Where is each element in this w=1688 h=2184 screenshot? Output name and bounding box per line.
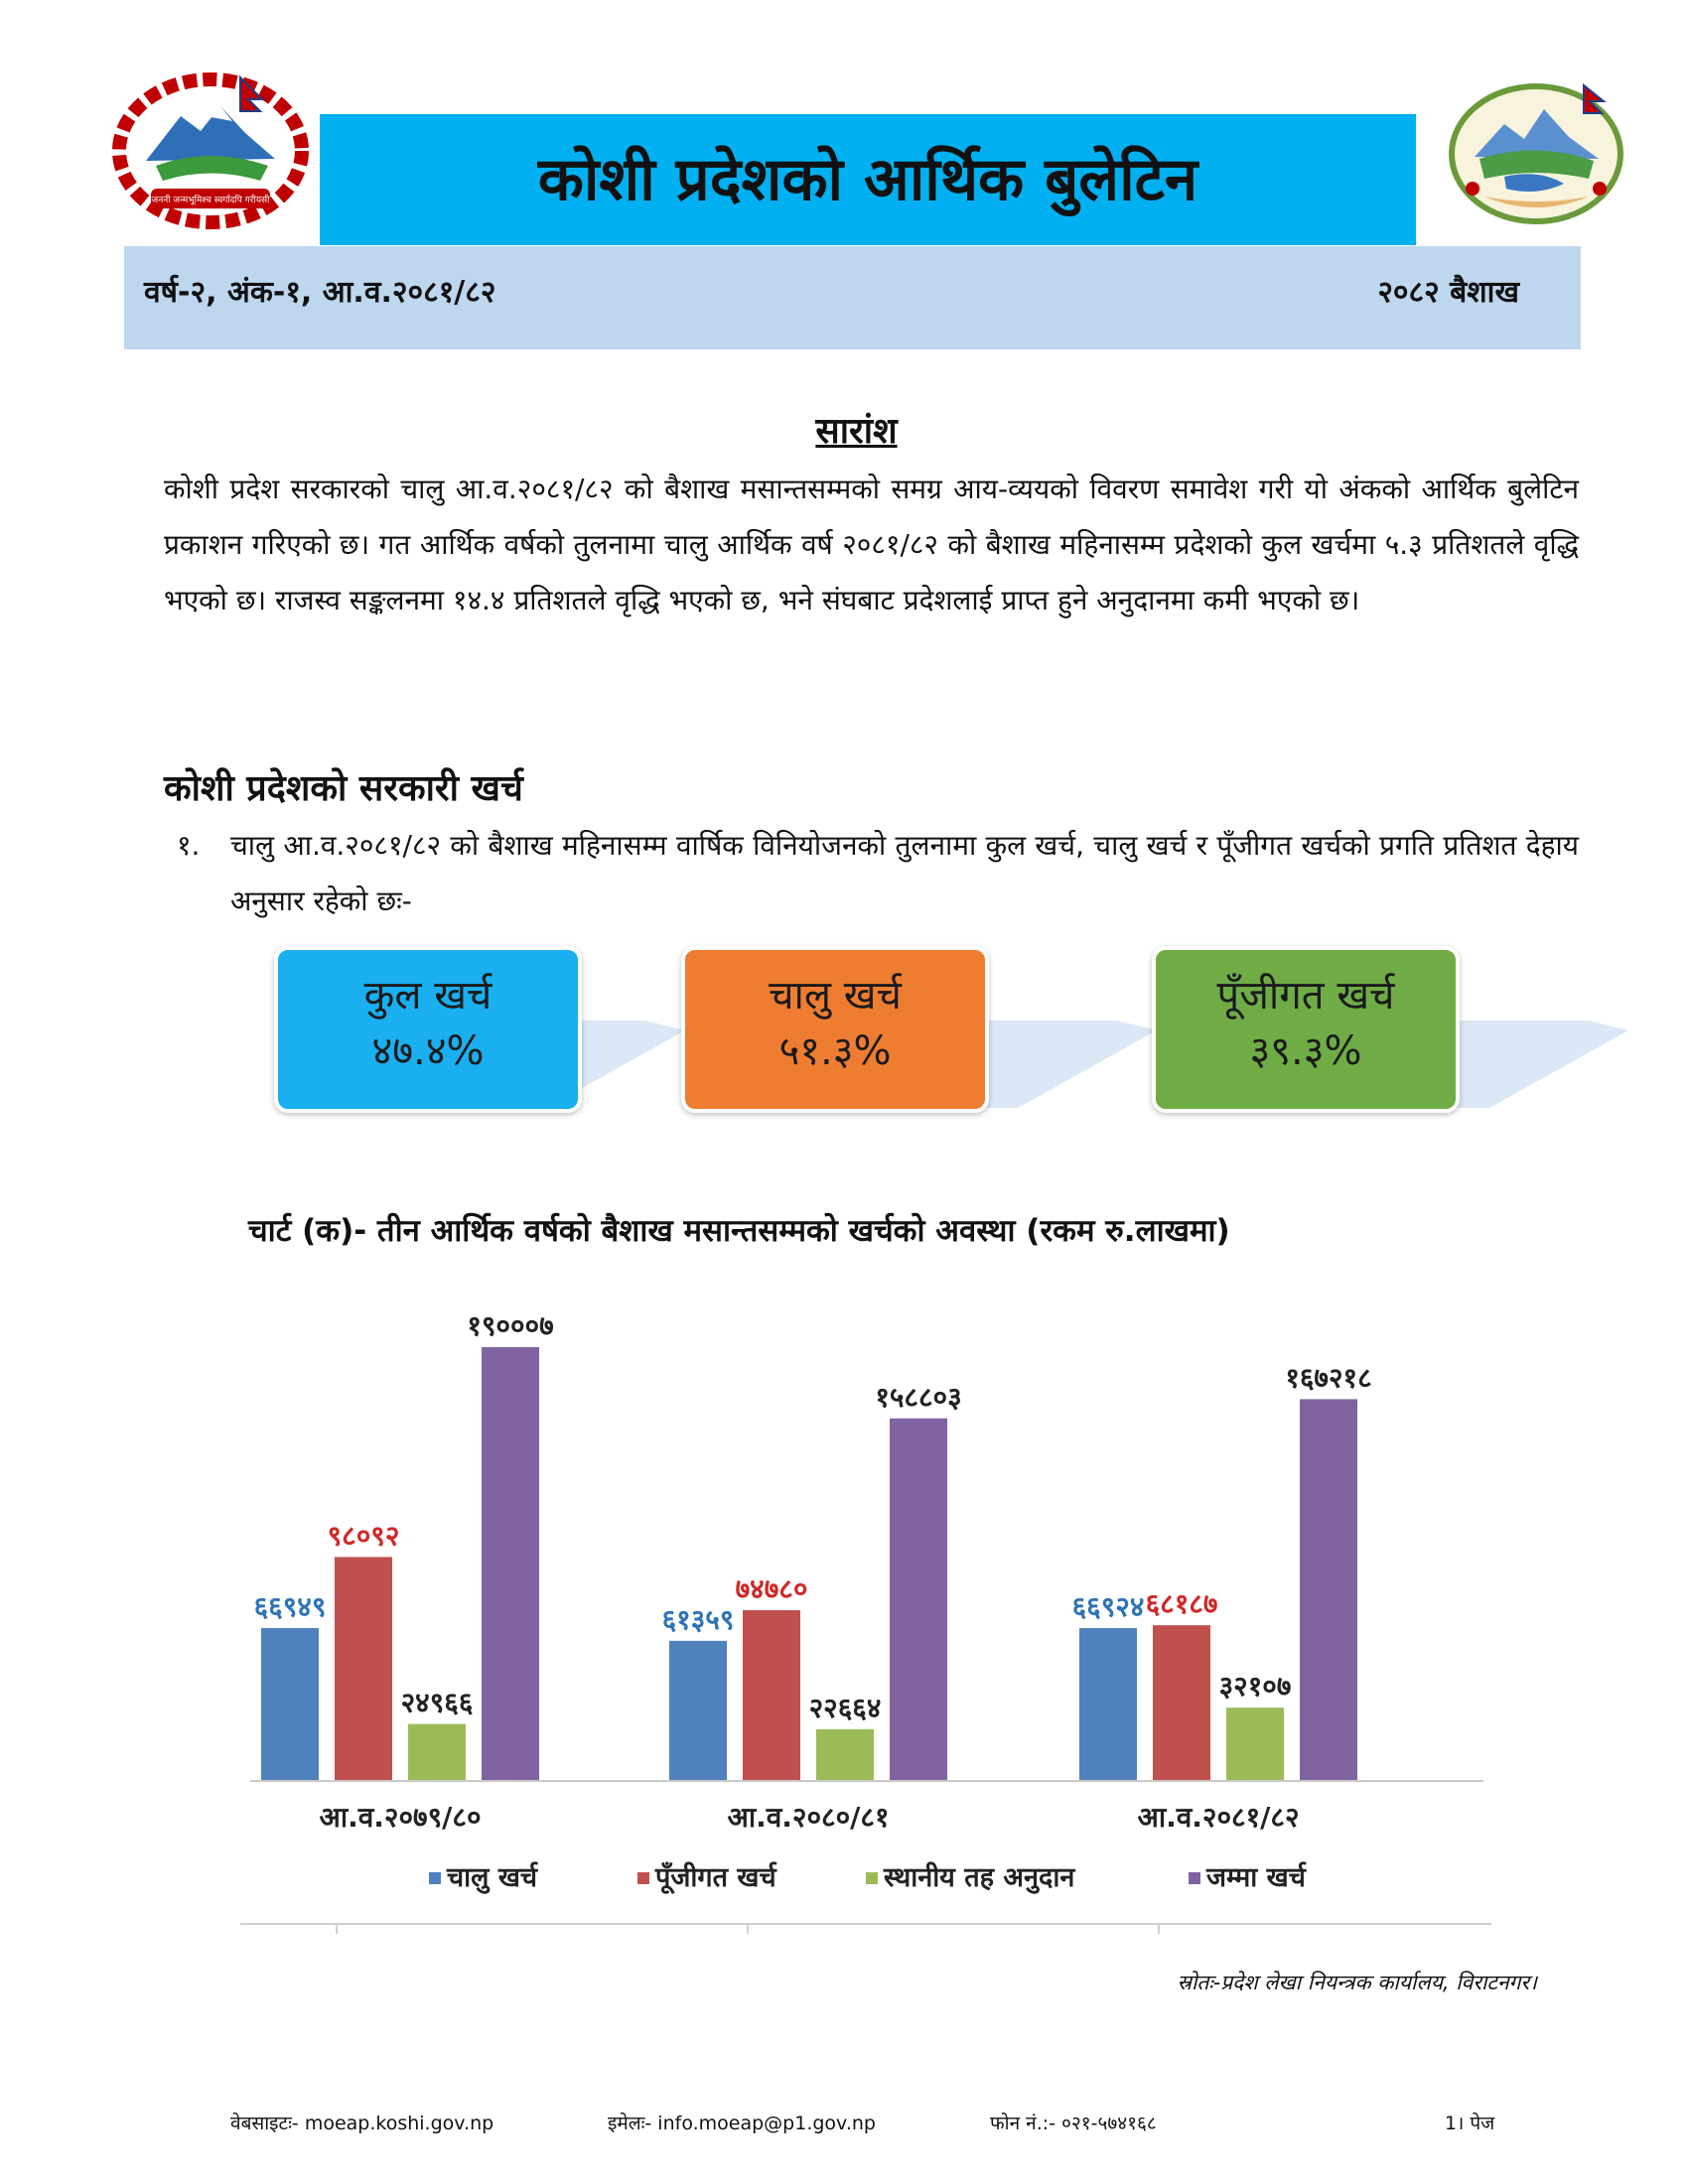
bar-data-label: १६७२१८ (1285, 1361, 1372, 1395)
bar-data-label: ६६९२४ (1071, 1590, 1145, 1624)
issue-number: वर्ष-२, अंक-१, आ.व.२०८१/८२ (144, 275, 496, 310)
bar (669, 1641, 727, 1781)
bar-data-label: ७४७८० (735, 1572, 808, 1606)
category-label: आ.व.२०७९/८० (319, 1801, 482, 1834)
legend-label: चालु खर्च (447, 1862, 538, 1893)
bar-data-label: ६१३५९ (661, 1602, 735, 1636)
category-label: आ.व.२०८०/८१ (727, 1801, 890, 1834)
bar-data-label: ९८०९२ (327, 1519, 400, 1553)
summary-paragraph: कोशी प्रदेश सरकारको चालु आ.व.२०८१/८२ को बैशाख मसान्तसम्मको समग्र आय-व्ययको विवरण समावेश गरी यो अंकको आर्थिक बुलेटिन प्रकाशन गरिएको छ। गत आर्थिक वर्षको तुलनामा चालु आर्थिक वर्ष २०८१/८२ को बैशाख महिनासम्म प्रदेशको कुल खर्चमा ५.३ प्रतिशतले वृद्धि भएको छ। राजस्व सङ्कलनमा १४.४ प्रतिशतले वृद्धि भएको छ, भने संघबाट प्रदेशलाई प्राप्त हुने अनुदानमा कमी भएको छ। (164, 473, 1579, 616)
footer-website: वेबसाइटः- moeap.koshi.gov.np (230, 2113, 494, 2134)
bar (890, 1419, 947, 1781)
bar-data-label: १५८८०३ (875, 1380, 962, 1414)
chart-caption: चार्ट (क)- तीन आर्थिक वर्षको बैशाख मसान्तसम्मको खर्चको अवस्था (रकम रु.लाखमा) (248, 1213, 1230, 1249)
legend-label: जम्मा खर्च (1206, 1862, 1306, 1893)
summary-heading: सारांश (815, 411, 898, 452)
legend-label: स्थानीय तह अनुदान (884, 1862, 1075, 1893)
kpi-label: पूँजीगत खर्च (1216, 973, 1395, 1019)
bar (1079, 1628, 1137, 1781)
bulletin-title-bar (320, 114, 1416, 245)
bulletin-title: कोशी प्रदेशको आर्थिक बुलेटिन (537, 145, 1198, 214)
bar (743, 1610, 800, 1781)
kpi-card-total-expense (274, 946, 582, 1113)
footer-email: इमेलः- info.moeap@p1.gov.np (608, 2113, 876, 2134)
issue-info-bar (124, 246, 1581, 349)
legend-label: पूँजीगत खर्च (655, 1862, 776, 1893)
kpi-value: ४७.४% (371, 1028, 485, 1074)
bar (335, 1557, 392, 1781)
bar-data-label: ३२१०७ (1218, 1670, 1292, 1704)
kpi-label: चालु खर्च (769, 973, 902, 1019)
bar (408, 1724, 466, 1781)
bar (261, 1628, 319, 1781)
nepal-government-emblem (111, 71, 310, 230)
kpi-card-capital-expense (1152, 946, 1460, 1113)
issue-month: २०८२ बैशाख (1377, 275, 1519, 310)
legend-swatch (637, 1872, 649, 1884)
legend-swatch (866, 1872, 878, 1884)
kpi-value: ३९.३% (1249, 1028, 1362, 1074)
emblem-motto: जननी जन्मभूमिश्च स्वर्गादपि गरीयसी (151, 196, 270, 205)
bar-data-label: २४९६६ (400, 1686, 474, 1719)
bar-data-label: १९०००७ (467, 1308, 554, 1342)
bar-data-label: ६६९४९ (253, 1590, 327, 1624)
source-note: स्रोतः-प्रदेश लेखा नियन्त्रक कार्यालय, विराटनगर। (1177, 1971, 1537, 1994)
legend-swatch (1189, 1872, 1200, 1884)
footer-phone: फोन नं.:- ०२१-५७४१६८ (990, 2113, 1157, 2134)
bar (1226, 1707, 1284, 1781)
bar (1300, 1399, 1357, 1781)
kpi-value: ५१.३% (778, 1028, 892, 1074)
list-item-text: चालु आ.व.२०८१/८२ को बैशाख महिनासम्म वार्षिक विनियोजनको तुलनामा कुल खर्च, चालु खर्च र पूँजीगत खर्चको प्रगति प्रतिशत देहाय अनुसार रहेको छः- (230, 829, 1579, 917)
category-label: आ.व.२०८१/८२ (1137, 1801, 1300, 1834)
expense-bar-chart (240, 1289, 1491, 1964)
bar (482, 1347, 539, 1781)
bar-data-label: ६८१८७ (1145, 1587, 1218, 1621)
bar (816, 1729, 874, 1781)
section-heading: कोशी प्रदेशको सरकारी खर्च (164, 768, 523, 809)
bar (1153, 1625, 1210, 1781)
kpi-label: कुल खर्च (363, 973, 492, 1019)
bar-data-label: २२६६४ (808, 1691, 882, 1724)
list-item-number: १. (177, 829, 201, 862)
legend-swatch (429, 1872, 441, 1884)
footer-page-number: 1। पेज (1445, 2113, 1495, 2134)
kpi-card-current-expense (681, 946, 989, 1113)
koshi-province-logo (1445, 79, 1628, 228)
